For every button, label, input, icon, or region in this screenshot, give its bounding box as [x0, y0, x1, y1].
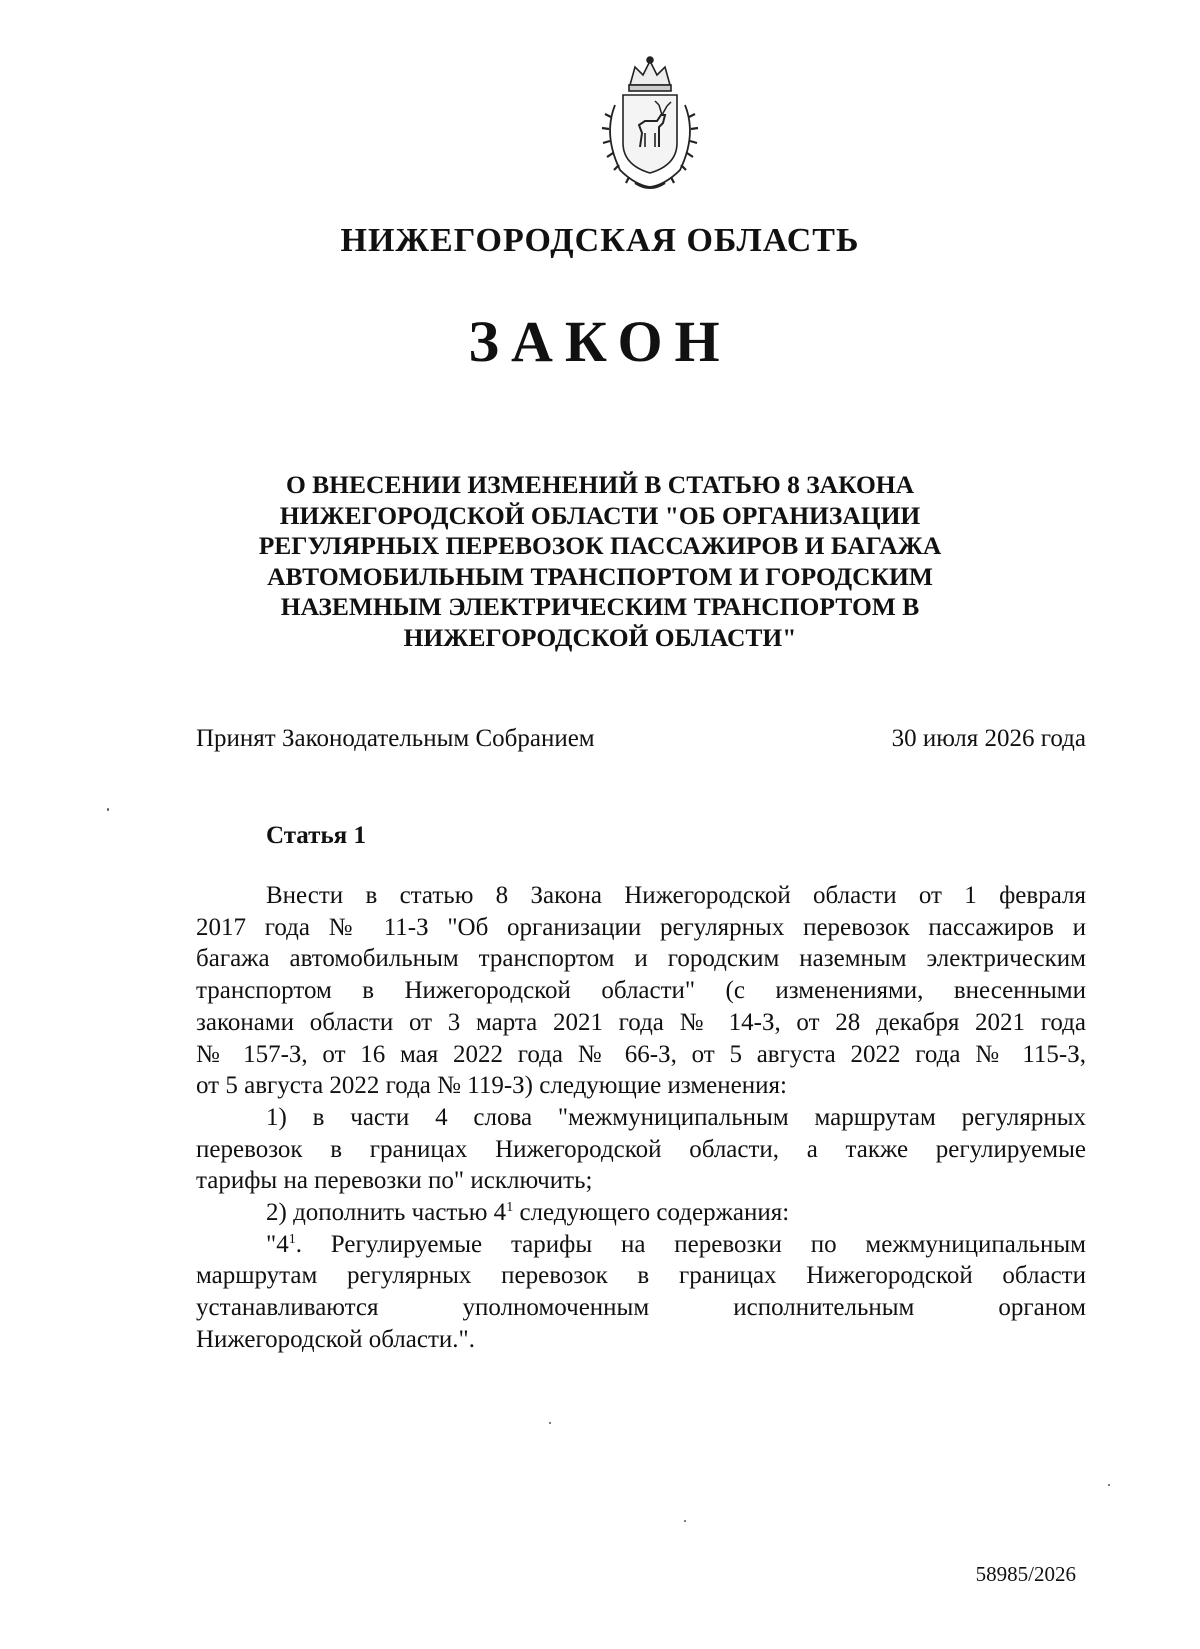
body-line: багажа автомобильным транспортом и городским наземным электрическим: [196, 945, 1086, 973]
body-line: устанавливаются уполномоченным исполнительным органом: [196, 1294, 1086, 1322]
law-title: [220, 470, 980, 653]
title-line: НИЖЕГОРОДСКОЙ ОБЛАСТИ": [403, 622, 797, 652]
line-text: следующего содержания:: [513, 1199, 790, 1227]
body-line: [196, 1229, 1086, 1261]
body-line: [196, 1197, 1086, 1229]
adoption-row: [196, 725, 1086, 757]
scan-speck: [107, 808, 109, 811]
scan-speck: [1108, 1484, 1110, 1486]
scan-speck: [684, 1520, 686, 1522]
title-line: АВТОМОБИЛЬНЫМ ТРАНСПОРТОМ И ГОРОДСКИМ: [267, 561, 933, 591]
body-line: тарифы на перевозки по" исключить;: [196, 1167, 593, 1195]
document-type: ЗАКОН: [468, 309, 732, 374]
body-line: от 5 августа 2022 года № 119-З) следующие изменения:: [196, 1072, 787, 1100]
scan-speck: [549, 1422, 551, 1424]
title-line: РЕГУЛЯРНЫХ ПЕРЕВОЗОК ПАССАЖИРОВ И БАГАЖА: [258, 531, 942, 560]
body-line: Нижегородской области.".: [196, 1325, 475, 1353]
body-line: маршрутам регулярных перевозок в границах Нижегородской области: [196, 1262, 1086, 1290]
body-line: 1) в части 4 слова "межмуниципальным маршрутам регулярных: [266, 1103, 1086, 1131]
superscript: 1: [288, 1231, 296, 1247]
region-name: НИЖЕГОРОДСКАЯ ОБЛАСТЬ: [340, 222, 860, 259]
title-line: О ВНЕСЕНИИ ИЗМЕНЕНИЙ В СТАТЬЮ 8 ЗАКОНА: [285, 470, 915, 499]
line-text: . Регулируемые тарифы на перевозки по межмуниципальным: [295, 1230, 1086, 1258]
body-line: законами области от 3 марта 2021 года № 14-З, от 28 декабря 2021 года: [196, 1008, 1086, 1036]
body-line: Внести в статью 8 Закона Нижегородской области от 1 февраля: [266, 882, 1086, 909]
adoption-date: 30 июля 2026 года: [891, 725, 1086, 752]
article-heading: Статья 1: [266, 822, 366, 849]
title-line: НАЗЕМНЫМ ЭЛЕКТРИЧЕСКИМ ТРАНСПОРТОМ В: [280, 592, 920, 621]
document-number: 58985/2026: [975, 1562, 1076, 1586]
body-line: 2017 года № 11-З "Об организации регулярных перевозок пассажиров и: [196, 913, 1086, 941]
line-text: "4: [266, 1230, 289, 1258]
body-line: перевозок в границах Нижегородской области, а также регулируемые: [196, 1135, 1086, 1163]
title-line: НИЖЕГОРОДСКОЙ ОБЛАСТИ "ОБ ОРГАНИЗАЦИИ: [279, 500, 921, 530]
body-line: № 157-З, от 16 мая 2022 года № 66-З, от 5 августа 2022 года № 115-З,: [196, 1040, 1086, 1068]
adopting-body: Принят Законодательным Собранием: [196, 725, 595, 752]
body-line: транспортом в Нижегородской области" (с изменениями, внесенными: [196, 977, 1086, 1005]
line-text: 2) дополнить частью 4: [266, 1199, 507, 1227]
superscript: 1: [506, 1200, 514, 1216]
article-body: [196, 880, 1086, 1356]
coat-of-arms-icon: [585, 55, 715, 195]
